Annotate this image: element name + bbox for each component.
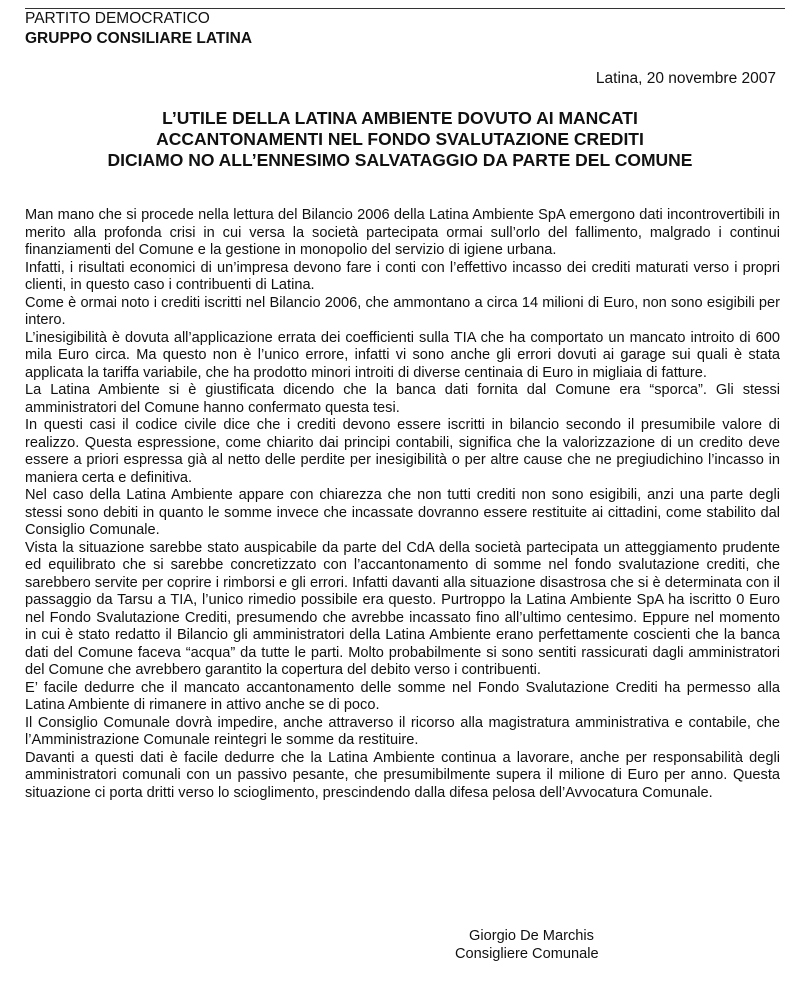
document-title [25, 108, 775, 171]
body-paragraph: Come è ormai noto i crediti iscritti nel Bilancio 2006, che ammontano a circa 14 milioni di Euro, non sono esigibili per intero. [25, 294, 780, 328]
body-paragraph: Davanti a questi dati è facile dedurre che la Latina Ambiente continua a lavorare, anche per responsabilità degli amministratori comunali con un passivo pesante, che presumibilmente supera il milione di Euro per anno. Questa situazione ci porta dritti verso lo scioglimento, prescindendo dalla difesa pelosa dell’Avvocatura Comunale. [25, 749, 780, 801]
body-paragraph: In questi casi il codice civile dice che i crediti devono essere iscritti in bilancio secondo il presumibile valore di realizzo. Questa espressione, come chiarito dai principi contabili, significa che la valorizzazione di un credito deve essere a priori espressa già al netto delle perdite per inesigibilità o per altre cause che ne pregiudichino l’incasso in maniera certa e definitiva. [25, 417, 780, 486]
body-paragraph: Man mano che si procede nella lettura del Bilancio 2006 della Latina Ambiente SpA emergono dati incontrovertibili in merito alla profonda crisi in cui versa la società partecipata ormai sull’orlo del fallimento, malgrado i continui finanziamenti del Comune e la gestione in monopolio del servizio di igiene urbana. [25, 207, 780, 258]
title-line: DICIAMO NO ALL’ENNESIMO SALVATAGGIO DA PARTE DEL COMUNE [107, 150, 693, 170]
party-name: PARTITO DEMOCRATICO [25, 10, 210, 27]
body-paragraph: L’inesigibilità è dovuta all’applicazione errata dei coefficienti sulla TIA che ha comportato un mancato introito di 600 mila Euro circa. Ma questo non è l’unico errore, infatti vi sono anche gli errori dovuti ai garage sui quali è stata applicata la tariffa variabile, che ha prodotto minori introiti di diverse centinaia di Euro in migliaia di fatture. [25, 329, 780, 381]
signature-block [455, 928, 599, 963]
body-paragraph: Vista la situazione sarebbe stato auspicabile da parte del CdA della società partecipata un atteggiamento prudente ed equilibrato che si sarebbe concretizzato con l’accantonamento di somme nel fondo svalutazione crediti, che sarebbero servite per coprire i rimborsi e gli errori. Infatti davanti alla situazione disastrosa che si è determinata con il passaggio da Tarsu a TIA, l’unico rimedio possibile era questo. Purtroppo la Latina Ambiente SpA ha iscritto 0 Euro nel Fondo Svalutazione Crediti, presumendo che avrebbe incassato fino all’ultimo centesimo. Eppure nel momento in cui è stato redatto il Bilancio gli amministratori della Latina Ambiente erano perfettamente coscienti che la banca dati del Comune faceva “acqua” da tutte le parti. Molto probabilmente si sono sentiti rassicurati dagli amministratori del Comune che avrebbero garantito la copertura del debito verso i contribuenti. [25, 539, 780, 678]
signatory-role: Consigliere Comunale [455, 945, 599, 962]
document-body [25, 207, 780, 802]
document-date: Latina, 20 novembre 2007 [595, 70, 776, 87]
body-paragraph: La Latina Ambiente si è giustificata dicendo che la banca dati fornita dal Comune era “sporca”. Gli stessi amministratori del Comune hanno confermato questa tesi. [25, 382, 780, 416]
body-paragraph: Nel caso della Latina Ambiente appare con chiarezza che non tutti crediti non sono esigibili, anzi una parte degli stessi sono debiti in quanto le somme invece che incassate dovranno essere restituite ai cittadini, come stabilito dal Consiglio Comunale. [25, 487, 780, 538]
letterhead [25, 9, 252, 49]
body-paragraph: Il Consiglio Comunale dovrà impedire, anche attraverso il ricorso alla magistratura amministrativa e contabile, che l’Amministrazione Comunale reintegri le somme da restituire. [25, 714, 780, 748]
body-paragraph: E’ facile dedurre che il mancato accantonamento delle somme nel Fondo Svalutazione Crediti ha permesso alla Latina Ambiente di rimanere in attivo anche se di poco. [25, 679, 780, 713]
title-line: ACCANTONAMENTI NEL FONDO SVALUTAZIONE CREDITI [156, 129, 644, 149]
title-line: L’UTILE DELLA LATINA AMBIENTE DOVUTO AI MANCATI [162, 108, 638, 128]
signatory-name: Giorgio De Marchis [469, 928, 594, 944]
body-paragraph: Infatti, i risultati economici di un’impresa devono fare i conti con l’effettivo incasso dei crediti maturati verso i propri clienti, in questo caso i contribuenti di Latina. [25, 259, 780, 293]
group-name: GRUPPO CONSILIARE LATINA [25, 30, 253, 47]
